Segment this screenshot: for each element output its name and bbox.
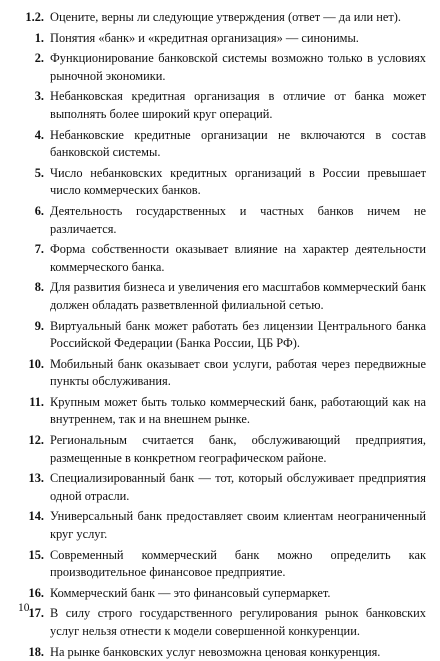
statement-item	[14, 165, 426, 200]
statement-text: Понятия «банк» и «кредитная организация» — синонимы.	[50, 30, 359, 45]
statement-number: 14.	[28, 509, 44, 524]
statement-number: 4.	[34, 127, 44, 142]
statement-item	[14, 356, 426, 391]
statement-number: 7.	[34, 242, 44, 257]
statement-number: 11.	[29, 394, 44, 409]
statement-text: Специализированный банк — тот, который обслуживает предприятия одной отрасли.	[50, 471, 426, 503]
statement-item	[14, 470, 426, 505]
statement-text: Мобильный банк оказывает свои услуги, работая через передвижные пункты обслуживания.	[50, 356, 426, 389]
statement-text: Форма собственности оказывает влияние на характер деятельности коммерческого банка.	[50, 242, 426, 274]
statement-text: Региональным считается банк, обслуживающий предприятия, размещенные в конкретном географическом районе.	[50, 433, 426, 465]
statement-number: 6.	[34, 203, 44, 218]
statement-number: 16.	[28, 585, 44, 600]
statement-item	[14, 50, 426, 85]
statement-text: На рынке банковских услуг невозможна ценовая конкуренция.	[50, 644, 381, 659]
statement-item	[14, 508, 426, 543]
statement-list	[14, 30, 426, 661]
statement-number: 9.	[34, 318, 44, 333]
statement-item	[14, 585, 426, 603]
statement-number: 5.	[34, 165, 44, 180]
section-instruction: Оцените, верны ли следующие утверждения (ответ — да или нет).	[50, 10, 402, 24]
statement-item	[14, 605, 426, 640]
statement-number: 8.	[34, 280, 44, 295]
statement-item	[14, 203, 426, 238]
statement-number: 15.	[28, 547, 44, 562]
statement-number: 3.	[34, 89, 44, 104]
statement-item	[14, 644, 426, 661]
statement-number: 13.	[28, 471, 44, 486]
section-number: 1.2.	[25, 10, 44, 24]
statement-text: Функционирование банковской системы возможно только в условиях рыночной экономики.	[50, 51, 426, 83]
statement-text: Для развития бизнеса и увеличения его масштабов коммерческий банк должен обладать разветвленной филиальной сетью.	[50, 280, 426, 312]
statement-number: 17.	[28, 606, 44, 621]
page-number: 10	[18, 602, 30, 614]
statement-text: Число небанковских кредитных организаций в России превышает число коммерческих банков.	[50, 165, 426, 198]
statement-item	[14, 30, 426, 48]
statement-number: 2.	[34, 51, 44, 66]
statement-number: 1.	[34, 30, 44, 45]
exercise-section	[14, 9, 426, 661]
statement-text: Деятельность государственных и частных банков ничем не различается.	[50, 203, 426, 236]
statement-item	[14, 241, 426, 276]
statement-text: Небанковские кредитные организации не включаются в состав банковской системы.	[50, 127, 426, 160]
statement-item	[14, 547, 426, 582]
statement-text: Коммерческий банк — это финансовый супермаркет.	[50, 585, 331, 600]
statement-number: 10.	[28, 356, 44, 371]
statement-item	[14, 394, 426, 429]
statement-item	[14, 318, 426, 353]
statement-text: Универсальный банк предоставляет своим клиентам неограниченный круг услуг.	[50, 509, 426, 542]
statement-item	[14, 88, 426, 123]
statement-number: 18.	[28, 644, 44, 659]
statement-text: Небанковская кредитная организация в отличие от банка может выполнять более широкий круг операций.	[50, 89, 426, 121]
statement-text: Современный коммерческий банк можно определить как производительное финансовое предприятие.	[50, 547, 426, 580]
statement-text: Крупным может быть только коммерческий банк, работающий как на внутреннем, так и на внешнем рынке.	[50, 394, 426, 427]
statement-item	[14, 127, 426, 162]
section-heading	[14, 9, 426, 27]
statement-text: Виртуальный банк может работать без лицензии Центрального банка Российской Федерации (Банка России, ЦБ РФ).	[50, 318, 426, 351]
statement-item	[14, 432, 426, 467]
statement-text: В силу строго государственного регулирования рынок банковских услуг нельзя отнести к модели совершенной конкуренции.	[50, 606, 426, 638]
statement-number: 12.	[28, 433, 44, 448]
statement-item	[14, 279, 426, 314]
